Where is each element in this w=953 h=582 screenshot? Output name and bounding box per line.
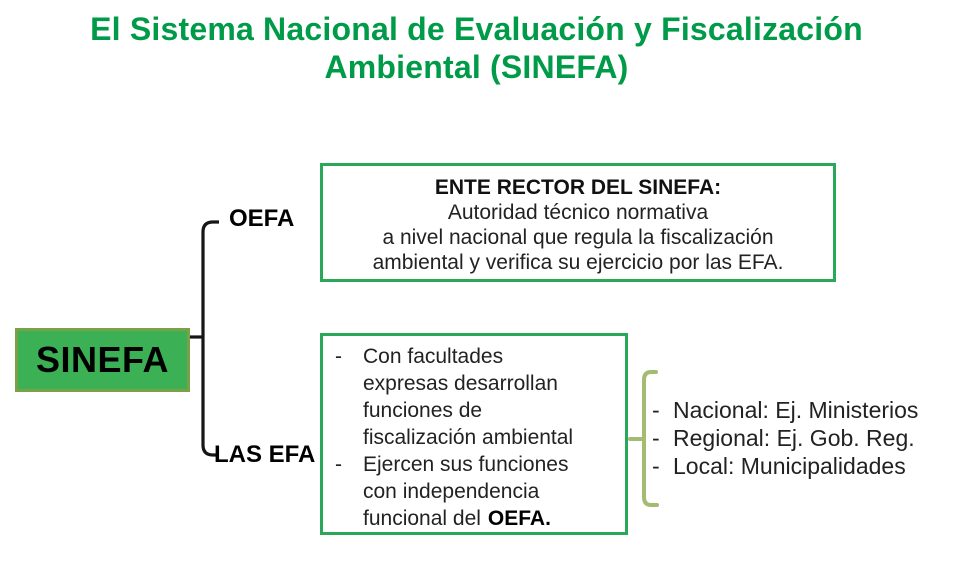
efa-types-list (652, 396, 918, 480)
sinefa-node (15, 328, 190, 392)
efa-functions-bullet-1-text: Con facultades expresas desarrollan funciones de fiscalización ambiental (363, 345, 574, 449)
branch-label-las-efa: LAS EFA (214, 441, 316, 468)
efa-functions-bullet-2 (329, 451, 621, 532)
branch-label-oefa: OEFA (229, 205, 295, 232)
efa-type-item (652, 424, 918, 452)
efa-type-item-text: Regional: Ej. Gob. Reg. (673, 425, 915, 451)
efa-functions-box (320, 333, 628, 535)
efa-type-item (652, 396, 918, 424)
ente-rector-heading: ENTE RECTOR DEL SINEFA: (434, 176, 722, 199)
efa-functions-tail-prefix: funcional del (363, 507, 481, 530)
page-title-line-2: Ambiental (SINEFA) (324, 49, 629, 85)
ente-rector-line: ambiental y verifica su ejercicio por las EFA. (372, 251, 784, 274)
efa-functions-bullet-2-text: Ejercen sus funciones con independencia funcional del OEFA. (363, 453, 569, 530)
ente-rector-box (320, 163, 836, 282)
sinefa-branch-connector (190, 222, 219, 455)
bullet-dash: - (652, 425, 660, 451)
ente-rector-line: Autoridad técnico normativa (447, 201, 709, 224)
efa-type-item-text: Nacional: Ej. Ministerios (673, 397, 919, 423)
page-title-line-1: El Sistema Nacional de Evaluación y Fiscalización (90, 11, 863, 47)
ente-rector-line: a nivel nacional que regula la fiscalización (382, 226, 774, 249)
sinefa-node-label: SINEFA (35, 339, 170, 380)
page-title (0, 10, 953, 86)
bullet-dash: - (652, 453, 660, 479)
efa-functions-bullet-1 (329, 343, 621, 451)
efa-type-item (652, 452, 918, 480)
efa-functions-tail-bold: OEFA. (487, 507, 551, 530)
efa-type-item-text: Local: Municipalidades (673, 453, 906, 479)
bullet-dash: - (335, 345, 342, 368)
bullet-dash: - (335, 453, 342, 476)
bullet-dash: - (652, 397, 660, 423)
